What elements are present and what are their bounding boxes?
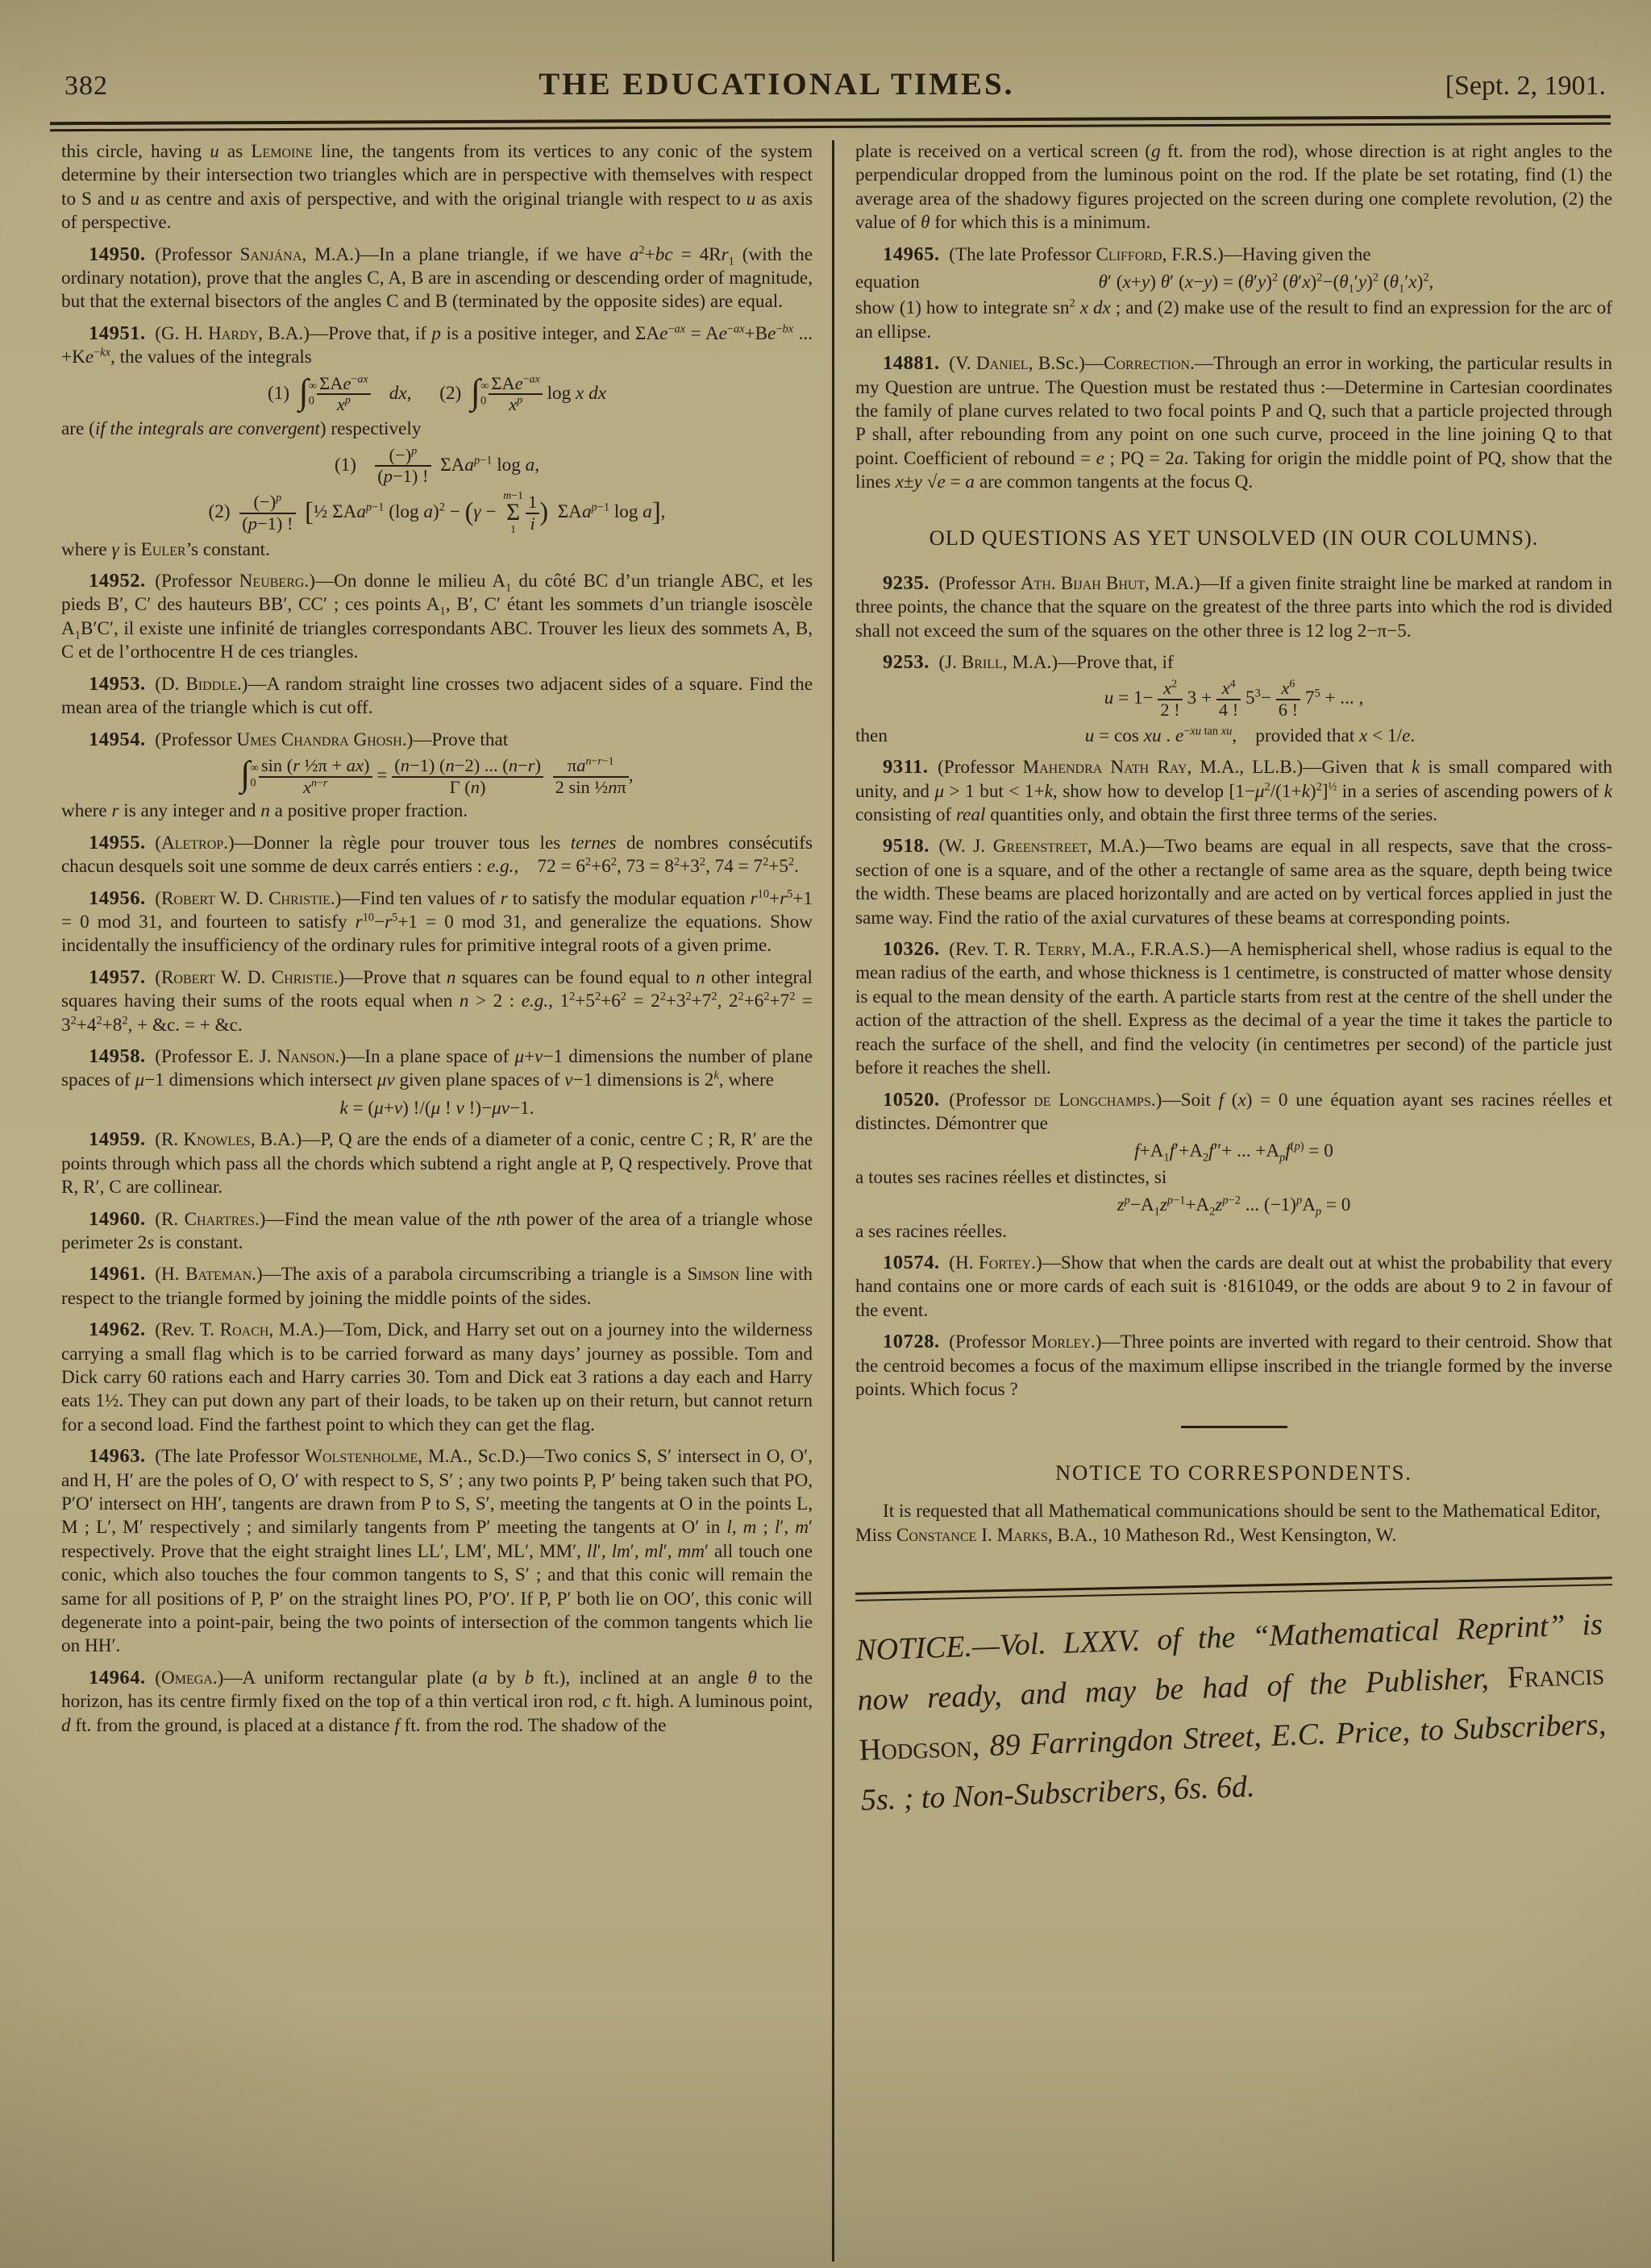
problem-14965: 14965. (The late Professor Clifford, F.R.S.)—Having given the equation θ′ (x+y) θ′ $(x-y) = (\theta'y)^2$ $(\theta'x)^2-(\theta_1'y)^2$ $(\theta_1'x)^2$, show (1) how to integrate $sn^2$ x dx ; and (2) make use of the result to find an expression for the arc of an ellipse. <box>855 243 1612 343</box>
column-container <box>61 140 1612 2262</box>
left-column <box>61 140 832 2262</box>
problem-author: (The late Professor Clifford, F.R.S.)— <box>949 243 1242 265</box>
problem-14964: 14964. (Omega.)—A uniform rectangular plate (a by b ft.), inclined at an angle θ to the horizon, has its centre firmly fixed on the top of a thin vertical iron rod, c ft. high. A luminous point, d ft. from the ground, is placed at a distance f ft. from the rod. The shadow of the <box>61 1666 813 1736</box>
problem-author: (Professor Morley.)— <box>949 1331 1121 1353</box>
page-date: [Sept. 2, 1901. <box>1445 71 1606 101</box>
problem-number: 9311. <box>883 756 929 779</box>
problem-number: 14957. <box>89 966 146 988</box>
problem-14953: 14953. (D. Biddle.)—A random straight line crosses two adjacent sides of a square. Find the mean area of the triangle which is cut off. <box>61 672 813 719</box>
problem-14950: 14950. (Professor Sanjána, M.A.)—In a plane triangle, if we have $a^2+bc = 4Rr_1$ (with the ordinary notation), prove that the angles C, A, B are in ascending or descending order of magnitude, but that the external bisectors of the angles C and B (terminated by the opposite sides) are equal. <box>61 243 813 313</box>
problem-author: (Robert W. D. Christie.)— <box>155 887 360 909</box>
problem-number: 10326. <box>883 938 940 961</box>
problem-author: (Professor de Longchamps.)— <box>949 1089 1181 1111</box>
problem-9518: 9518. (W. J. Greenstreet, M.A.)—Two beams are equal in all respects, save that the cross-section of one is a square, and of the other a rectangle of same area as the square, depth being twice the width. These beams are placed horizontally and are acted on by vertical forces applied in just the same way. Find the ratio of the axial curvatures of these beams at corresponding points. <box>855 835 1612 928</box>
problem-number: 10728. <box>883 1331 940 1353</box>
problem-14959: 14959. (R. Knowles, B.A.)—P, Q are the ends of a diameter of a conic, centre C ; R, R′ are the points through which pass all the chords which subtend a right angle at P, Q respectively. Prove that R, R′, C are collinear. <box>61 1128 813 1198</box>
problem-number: 14951. <box>89 322 146 344</box>
problem-number: 14956. <box>89 887 146 909</box>
problem-number: 10574. <box>883 1251 940 1273</box>
problem-number: 14954. <box>89 728 146 750</box>
problem-author: (Professor Ath. Bijah Bhut, M.A.)— <box>938 572 1219 594</box>
problem-14955: 14955. (Aletrop.)—Donner la règle pour trouver tous les ternes de nombres consécutifs chacun desquels soit une somme de deux carrés entiers : e.g., $72 = 6^2+6^2$, $73 = 8^2+3^2$, $74 = 7^2+5^2$. <box>61 831 813 878</box>
section-heading: NOTICE TO CORRESPONDENTS. <box>1055 1460 1412 1485</box>
problem-14951: 14951. (G. H. Hardy, B.A.)—Prove that, if p is a positive integer, and $\Sigma Ae^{-ax} = Ae^{-ax}+Be^{-bx}$ ... $+Ke^{-kx}$, the values of the integrals (1) $\int_0^\infty$ ΣAe$^{-ax}$ $x^p$ dx, (2) $\int_0^\infty$ ΣAe$^{-ax}$ $x^p$ log x dx are (if the integrals are convergent) respectively (1) $\frac{(-)^p}{(p-1) !}$ ΣAa$^{p-1}$ log a, (2) $\frac{(-)^p}{(p-1) !}$ [½ ΣAa$^{p-1}$ (log a)$^2$ − (γ − m−1 Σ 1 $\frac{1}{i}$ ) ΣAa$^{p-1}$ log a], where γ is Euler’s constant. <box>61 322 813 560</box>
problem-author: (Rev. T. Roach, M.A.)— <box>155 1319 343 1341</box>
problem-author: (D. Biddle.)— <box>155 673 267 695</box>
problem-10574: 10574. (H. Fortey.)—Show that when the cards are dealt out at whist the probability that every hand contains one or more cards of each suit is ·8161049, or the odds are about 9 to 2 in favour of the event. <box>855 1251 1612 1321</box>
header-double-rule <box>50 115 1611 131</box>
problem-number: 9518. <box>883 835 929 858</box>
right-column <box>832 140 1612 2262</box>
problem-author: (Professor Neuberg.)— <box>155 571 335 592</box>
problem-author: (R. Knowles, B.A.)— <box>155 1129 321 1151</box>
problem-author: (H. Fortey.)— <box>949 1252 1061 1273</box>
problem-author: (Professor Mahendra Nath Ray, M.A., LL.B.)— <box>938 757 1322 779</box>
page-title: THE EDUCATIONAL TIMES. <box>539 67 1015 102</box>
problem-14960: 14960. (R. Chartres.)—Find the mean value of the nth power of the area of a triangle whose perimeter 2s is constant. <box>61 1207 813 1253</box>
problem-14954: 14954. (Professor Umes Chandra Ghosh.)—Prove that $\int_0^\infty$ $\frac{\text{sin (r ½π + ax)}}{x^{n-r}}$ = $\frac{(n-1) (n-2) ... (n-r)}{\Gamma (n)}$ $\pi a^{n-r-1}$ 2 sin ½nπ , where r is any integer and n a positive proper fraction. <box>61 728 634 822</box>
problem-author: (G. H. Hardy, B.A.)— <box>155 322 329 344</box>
short-divider-rule <box>1181 1426 1287 1428</box>
double-divider-rule <box>855 1576 1612 1601</box>
problem-number: 14963. <box>89 1445 146 1468</box>
problem-author: (J. Brill, M.A.)— <box>938 651 1077 673</box>
problem-9311: 9311. (Professor Mahendra Nath Ray, M.A., LL.B.)—Given that k is small compared with unity, and μ > 1 but < 1+k, show how to develop $[1-\mu^2/(1+k)^2]^{\frac{1}{2}}$ in a series of ascending powers of k consisting of real quantities only, and obtain the first three terms of the series. <box>855 756 1613 826</box>
problem-author: (W. J. Greenstreet, M.A.)— <box>938 836 1165 858</box>
problem-author: (Rev. T. R. Terry, M.A., F.R.A.S.)— <box>949 939 1229 961</box>
problem-number: 14950. <box>89 243 146 265</box>
problem-number: 14960. <box>89 1207 146 1230</box>
problem-author: (V. Daniel, B.Sc.)—Correction.— <box>949 353 1214 375</box>
problem-14958: 14958. (Professor E. J. Nanson.)—In a plane space of μ+ν−1 dimensions the number of plane spaces of μ−1 dimensions which intersect μν given plane spaces of ν−1 dimensions is 2$^k$, where k = (μ+ν) !/(μ ! ν !)−μν−1. <box>61 1045 813 1119</box>
problem-number: 14953. <box>89 672 146 695</box>
problem-number: 14881. <box>883 352 940 375</box>
problem-number: 14952. <box>89 570 146 592</box>
continuation-paragraph: It is requested that all Mathematical communications should be sent to the Mathematical Editor, Miss Constance I. Marks, B.A., 10 Matheson Rd., West Kensington, W. <box>855 1501 1601 1546</box>
publisher-notice: NOTICE.—Vol. LXXV. of the “Mathematical Reprint” is now ready, and may be had of the Publisher, Francis Hodgson, 89 Farringdon Street, E.C. Price, to Subscribers, 5s. ; to Non-Subscribers, 6s. 6d. <box>855 1607 1607 1817</box>
problem-author: (Professor Sanjána, M.A.)— <box>155 243 379 265</box>
problem-number: 14955. <box>89 831 146 854</box>
problem-9235: 9235. (Professor Ath. Bijah Bhut, M.A.)—If a given finite straight line be marked at random in three points, the chance that the square on the greatest of the three parts into which the rod is divided shall not exceed the sum of the squares on the other three is 12 log 2−π−5. <box>855 571 1612 642</box>
problem-10326: 10326. (Rev. T. R. Terry, M.A., F.R.A.S.)—A hemispherical shell, whose radius is equal to the mean radius of the earth, and whose thickness is 1 centimetre, is constructed of matter whose density is equal to the mean density of the earth. A particle starts from rest at the centre of the shell under the action of the attraction of the shell. Express as the decimal of a year the time it takes the particle to reach the surface of the shell, and find the velocity (in centimetres per second) of the particle just before it reaches the shell. <box>855 938 1612 1079</box>
problem-author: (The late Professor Wolstenholme, M.A., Sc.D.)— <box>155 1446 545 1468</box>
problem-number: 9235. <box>883 571 929 594</box>
problem-14956: 14956. (Robert W. D. Christie.)—Find ten values of r to satisfy the modular equation $r^{10}+r^5+1 = 0$ mod 31, and fourteen to satisfy $r^{10}-r^5+1 = 0$ mod 31, and generalize the equations. Show incidentally the insufficiency of the ordinary rules for primitive integral roots of a given prime. <box>61 887 813 957</box>
problem-author: (H. Bateman.)— <box>155 1264 281 1286</box>
problem-9253: 9253. (J. Brill, M.A.)—Prove that, if u = 1− $\frac{x^2}{2 !}$ 3 + $\frac{x^4}{4 !}$ $5^3-$ $\frac{x^6}{6 !}$ $7^5$ + ... , then u = cos xu . $e^{-xu tan xu}$, provided that x < 1/e. <box>855 650 1416 746</box>
problem-number: 14965. <box>883 243 940 265</box>
page-number: 382 <box>64 71 108 101</box>
problem-author: (Aletrop.)— <box>155 832 253 854</box>
problem-author: (Omega.)— <box>155 1667 243 1689</box>
problem-number: 14959. <box>89 1128 146 1151</box>
continuation-paragraph: this circle, having u as Lemoine line, the tangents from its vertices to any conic of the system determine by their intersection two triangles which are in perspective with themselves with respect to S and u as centre and axis of perspective, and with the original triangle with respect to u as axis of perspective. <box>61 141 813 234</box>
problem-10728: 10728. (Professor Morley.)—Three points are inverted with regard to their centroid. Show that the centroid becomes a focus of the maximum ellipse inscribed in the triangle formed by the inverse points. Which focus ? <box>855 1331 1613 1400</box>
problem-author: (Professor Umes Chandra Ghosh.)— <box>155 729 432 750</box>
page-header <box>64 66 1606 102</box>
problem-14963: 14963. (The late Professor Wolstenholme, M.A., Sc.D.)—Two conics S, S′ intersect in O, O′, and H, H′ are the poles of O, O′ with respect to S, S′ ; any two points P, P′ being taken such that PO, P′O′ intersect on HH′, tangents are drawn from P to S, S′, meeting the tangents at O in the points L, M ; L′, M′ respectively ; and similarly tangents from P′ meeting the tangents at O′ in l, m ; l′, m′ respectively. Prove that the eight straight lines LL′, LM′, ML′, MM′, ll′, lm′, ml′, mm′ all touch one conic, which also touches the four common tangents to S, S′ ; and that this conic will remain the same for all positions of P, P′ on the straight lines PO, P′O′. If P, P′ both lie on OO′, this conic will degenerate into a point-pair, being the two points of intersection of the common tangents which lie on HH′. <box>61 1445 813 1657</box>
problem-14961: 14961. (H. Bateman.)—The axis of a parabola circumscribing a triangle is a Simson line with respect to the triangle formed by joining the middle points of the sides. <box>61 1263 813 1309</box>
problem-author: (R. Chartres.)— <box>155 1208 285 1230</box>
problem-number: 14958. <box>89 1045 146 1068</box>
section-heading: OLD QUESTIONS AS YET UNSOLVED (IN OUR COLUMNS). <box>929 525 1539 550</box>
problem-number: 10520. <box>883 1088 940 1111</box>
problem-number: 14964. <box>89 1666 146 1689</box>
problem-14952: 14952. (Professor Neuberg.)—On donne le milieu $A_1$ du côté BC d’un triangle ABC, et les pieds B′, C′ des hauteurs BB′, CC′ ; ces points $A_1$, B′, C′ étant les sommets d’un triangle isoscèle $A_1B'C'$, il existe une infinité de triangles correspondants ABC. Trouver les lieux des sommets A, B, C et de l’orthocentre H de ces triangles. <box>61 570 813 663</box>
problem-10520: 10520. (Professor de Longchamps.)—Soit f (x) = 0 une équation ayant ses racines réelles et distinctes. Démontrer que $f+A_1f'+A_2f''+$ ... $+A_pf^{(p)} = 0$ a toutes ses racines réelles et distinctes, si $z^p-A_1z^{p-1}+A_2z^{p-2}$ ... $(-1)^pA_p = 0$ a ses racines réelles. <box>855 1088 1612 1242</box>
problem-number: 14962. <box>89 1319 146 1341</box>
problem-author: (Professor E. J. Nanson.)— <box>155 1046 365 1068</box>
problem-number: 14961. <box>89 1263 146 1286</box>
problem-14957: 14957. (Robert W. D. Christie.)—Prove that n squares can be found equal to n other integral squares having their sums of the roots equal when n > 2 : e.g., $1^2+5^2+6^2 = 2^2+3^2+7^2$, $2^2+6^2+7^2 = 3^2+4^2+8^2$, + &c. = + &c. <box>61 966 813 1036</box>
continuation-paragraph: plate is received on a vertical screen (g ft. from the rod), whose direction is at right angles to the perpendicular dropped from the luminous point on the rod. If the plate be set rotating, find (1) the average area of the shadowy figures projected on the screen during one complete revolution, (2) the value of θ for which this is a minimum. <box>855 141 1613 234</box>
problem-author: (Robert W. D. Christie.)— <box>155 966 364 988</box>
problem-number: 9253. <box>883 650 929 673</box>
problem-14881: 14881. (V. Daniel, B.Sc.)—Correction.—Through an error in working, the particular results in my Question are untrue. The Question must be restated thus :—Determine in Cartesian coordinates the family of plane curves related to two focal points P and Q, such that a particle projected through P shall, after rebounding from any point on one such curve, proceed in the line joining Q to that point. Coefficient of rebound = e ; PQ = 2a. Taking for origin the middle point of PQ, show that the lines x±y √e = a are common tangents at the focus Q. <box>855 352 1612 493</box>
problem-14962: 14962. (Rev. T. Roach, M.A.)—Tom, Dick, and Harry set out on a journey into the wilderness carrying a small flag which is to be carried forward as many days’ journey as possible. Tom and Dick carry 60 rations each and Harry carries 30. Tom and Dick eat 3 rations a day each and Harry eats 1½. They can put down any part of their loads, to be taken up on their return, but cannot return for a second load. Find the farthest point to which they can get the flag. <box>61 1319 813 1435</box>
